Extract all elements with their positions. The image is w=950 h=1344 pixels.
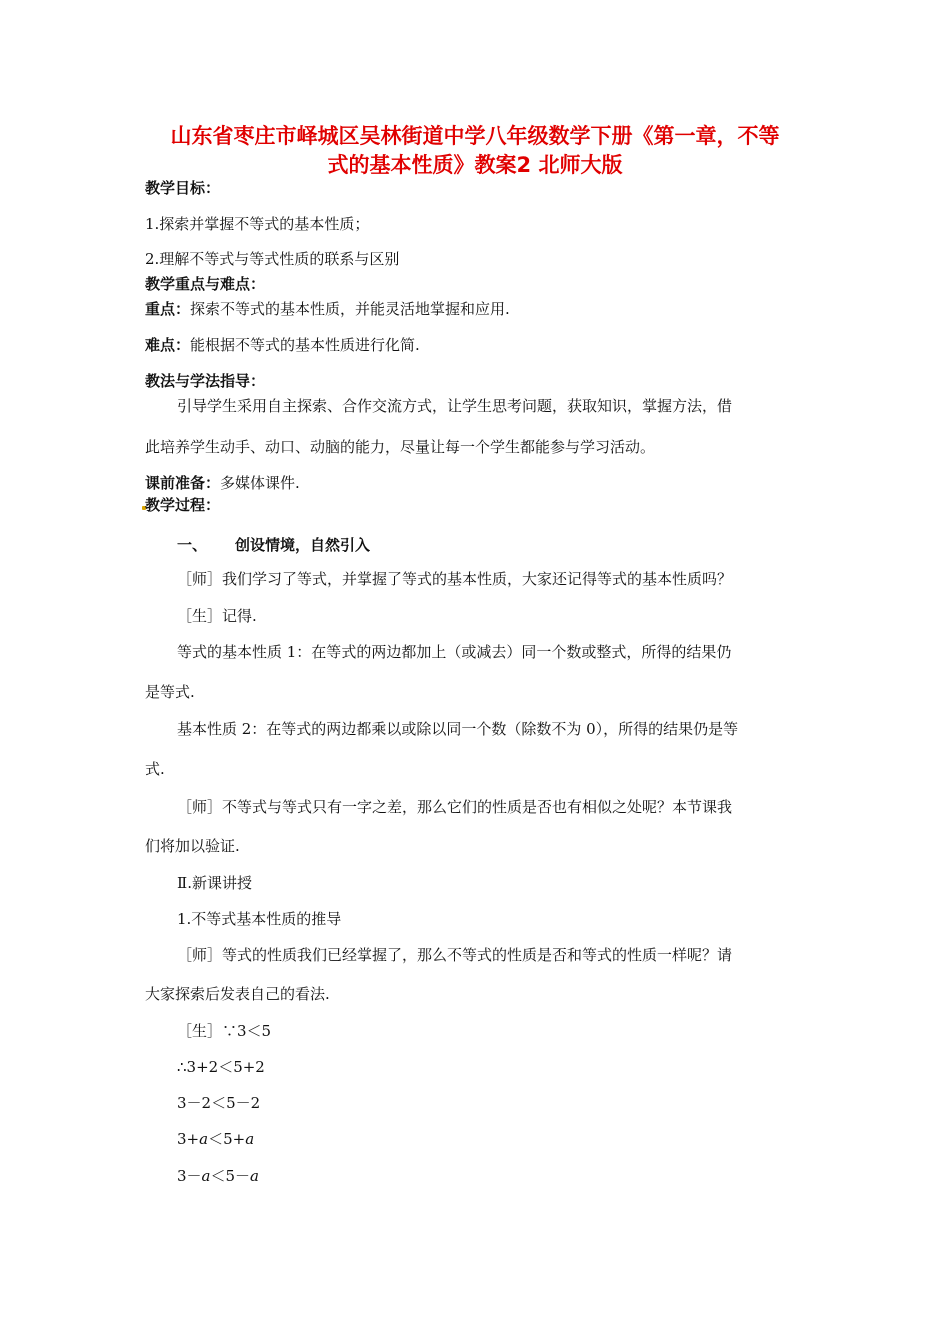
key-label: 重点： [145,300,191,318]
title-line-1: 山东省枣庄市峄城区吴林街道中学八年级数学下册《第一章，不等 [170,124,780,148]
math-line-1: ［生］∵3＜5 [177,1022,272,1040]
para-3-line-1: 等式的基本性质 1：在等式的两边都加上（或减去）同一个数或整式，所得的结果仍 [177,643,732,661]
para-5-line-2: 们将加以验证. [145,837,240,855]
math-line-2: ∴3+2＜5+2 [177,1058,265,1076]
goals-heading: 教学目标： [145,179,221,197]
para-6-line-2: 大家探索后发表自己的看法. [145,985,330,1003]
section-2-heading: Ⅱ.新课讲授 [177,874,252,892]
math-variable: a [250,1167,259,1185]
math-line-5 [177,1166,259,1186]
method-para-line-1: 引导学生采用自主探索、合作交流方式，让学生思考问题，获取知识，掌握方法，借 [177,397,733,415]
section-1-number: 一、 [177,536,208,554]
key-text: 探索不等式的基本性质，并能灵活地掌握和应用. [190,300,510,318]
prep-label: 课前准备： [145,474,221,492]
math-text: ＜5+ [208,1130,246,1148]
math-variable: a [245,1130,255,1148]
prep-line [145,473,300,493]
difficulty-point [145,335,420,355]
method-para-line-2: 此培养学生动手、动口、动脑的能力，尽量让每一个学生都能参与学习活动。 [145,438,656,456]
difficulty-text: 能根据不等式的基本性质进行化简. [190,336,420,354]
goal-2: 2.理解不等式与等式性质的联系与区别 [145,250,400,268]
key-point [145,299,510,319]
math-text: 3+ [177,1130,200,1148]
subsection-1-heading: 1.不等式基本性质的推导 [177,910,342,928]
title-line-2: 式的基本性质》教案2 北师大版 [327,153,623,177]
math-variable: a [199,1130,209,1148]
math-line-4 [177,1129,254,1149]
math-variable: a [201,1167,211,1185]
para-4-line-2: 式. [145,760,165,778]
para-1: ［师］我们学习了等式，并掌握了等式的基本性质，大家还记得等式的基本性质吗？ [177,570,733,588]
method-heading: 教法与学法指导： [145,372,266,390]
section-1-title: 创设情境，自然引入 [235,536,371,554]
para-3-line-2: 是等式. [145,683,195,701]
para-5-line-1: ［师］不等式与等式只有一字之差，那么它们的性质是否也有相似之处呢？本节课我 [177,798,733,816]
keypoints-heading: 教学重点与难点： [145,275,266,293]
math-line-3: 3－2＜5－2 [177,1094,261,1112]
goal-1: 1.探索并掌握不等式的基本性质； [145,215,370,233]
difficulty-label: 难点： [145,336,191,354]
para-4-line-1: 基本性质 2：在等式的两边都乘以或除以同一个数（除数不为 0），所得的结果仍是等 [177,720,739,738]
para-6-line-1: ［师］等式的性质我们已经掌握了，那么不等式的性质是否和等式的性质一样呢？请 [177,946,733,964]
math-text: 3－ [177,1167,202,1185]
process-heading: 教学过程： [145,496,221,514]
math-text: ＜5－ [210,1167,251,1185]
prep-text: 多媒体课件. [220,474,300,492]
para-2: ［生］记得. [177,607,257,625]
